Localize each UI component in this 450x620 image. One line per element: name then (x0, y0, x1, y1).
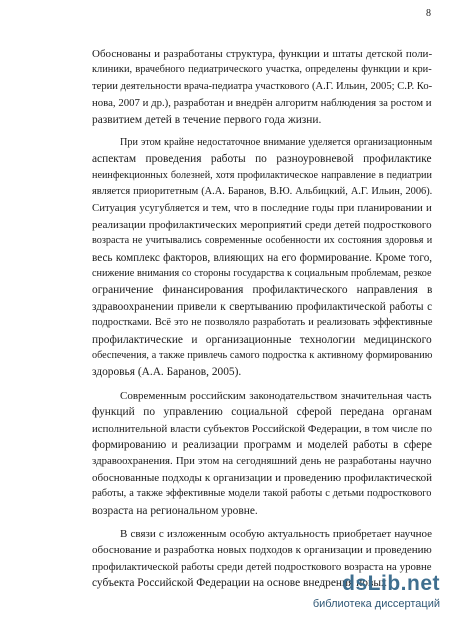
watermark-logo: dsLib.net (342, 572, 440, 595)
text-line: реализации профилактических мероприятий среди детей подросткового (92, 218, 432, 231)
text-line: развитием детей в течение первого года жизни. (92, 113, 322, 126)
text-line: возраста не учитывались современные особенности их состояния здоровья и (92, 235, 433, 247)
text-line: профилактической работы среди детей подросткового возраста на уровне (92, 560, 432, 573)
text-line: здравоохранении привели к свертыванию профилактической работы с (92, 300, 433, 313)
text-line: работы, а также эффективные модели такой работы с детьми подросткового (92, 488, 432, 500)
text-line: субъекта Российской Федерации на основе внедрения новых (92, 577, 387, 589)
text-line: обоснованные подходы к организации и проведению профилактической (92, 471, 432, 484)
page-number: 8 (426, 8, 431, 19)
text-line: В связи с изложенным особую актуальность приобретает научное (120, 527, 433, 540)
text-line: исполнительной власти субъектов Российской Федерации, в том числе по (92, 422, 432, 435)
text-line: Обоснованы и разработаны структура, функции и штаты детской поли- (92, 47, 433, 60)
text-line: неинфекционных болезней, хотя профилактическое направление в педиатрии (92, 169, 432, 181)
text-line: аспектам проведения работы по разноуровневой профилактике (92, 153, 432, 166)
text-line: весь комплекс факторов, влияющих на его формирование. Кроме того, (92, 251, 433, 264)
watermark-tagline: библиотека диссертаций (312, 598, 440, 610)
text-line: обеспечения, а также привлечь самого подростка к активному формированию (92, 350, 433, 362)
text-line: здравоохранения. При этом на сегодняшний день не разработаны научно (92, 455, 432, 468)
text-line: нова, 2007 и др.), разработан и внедрён алгоритм наблюдения за ростом и (92, 97, 432, 110)
text-line: здоровья (А.А. Баранов, 2005). (92, 366, 242, 379)
text-line: снижение внимания со стороны государства к социальным проблемам, резкое (92, 268, 432, 280)
text-line: обоснование и разработка новых подходов к организации и проведению (92, 544, 432, 557)
text-line: Ситуация усугубляется и тем, что в последние годы при планировании и (92, 202, 432, 215)
text-line: функций по управлению социальной сферой передана органам (92, 406, 433, 419)
text-line: подростками. Всё это не позволяло разработать и реализовать эффективные (92, 317, 433, 329)
dslib-watermark (262, 572, 440, 614)
text-line: При этом крайне недостаточное внимание уделяется организационным (120, 136, 433, 148)
text-line: Современным российским законодательством значительная часть (120, 389, 432, 402)
text-line: является приоритетным (А.А. Баранов, В.Ю. Альбицкий, А.Г. Ильин, 2006). (92, 186, 433, 198)
text-line: клиники, врачебного педиатрического участка, определены функции и кри- (92, 64, 432, 76)
text-line: ограничение финансирования профилактического направления в (92, 284, 433, 297)
text-line: формированию и реализации программ и моделей работы в сфере (92, 438, 432, 451)
text-line: возраста на региональном уровне. (92, 504, 258, 517)
text-line: терии деятельности врача-педиатра участкового (А.Г. Ильин, 2005; С.Р. Ко- (92, 80, 433, 92)
text-line: профилактические и организационные технологии медицинского (92, 333, 432, 346)
